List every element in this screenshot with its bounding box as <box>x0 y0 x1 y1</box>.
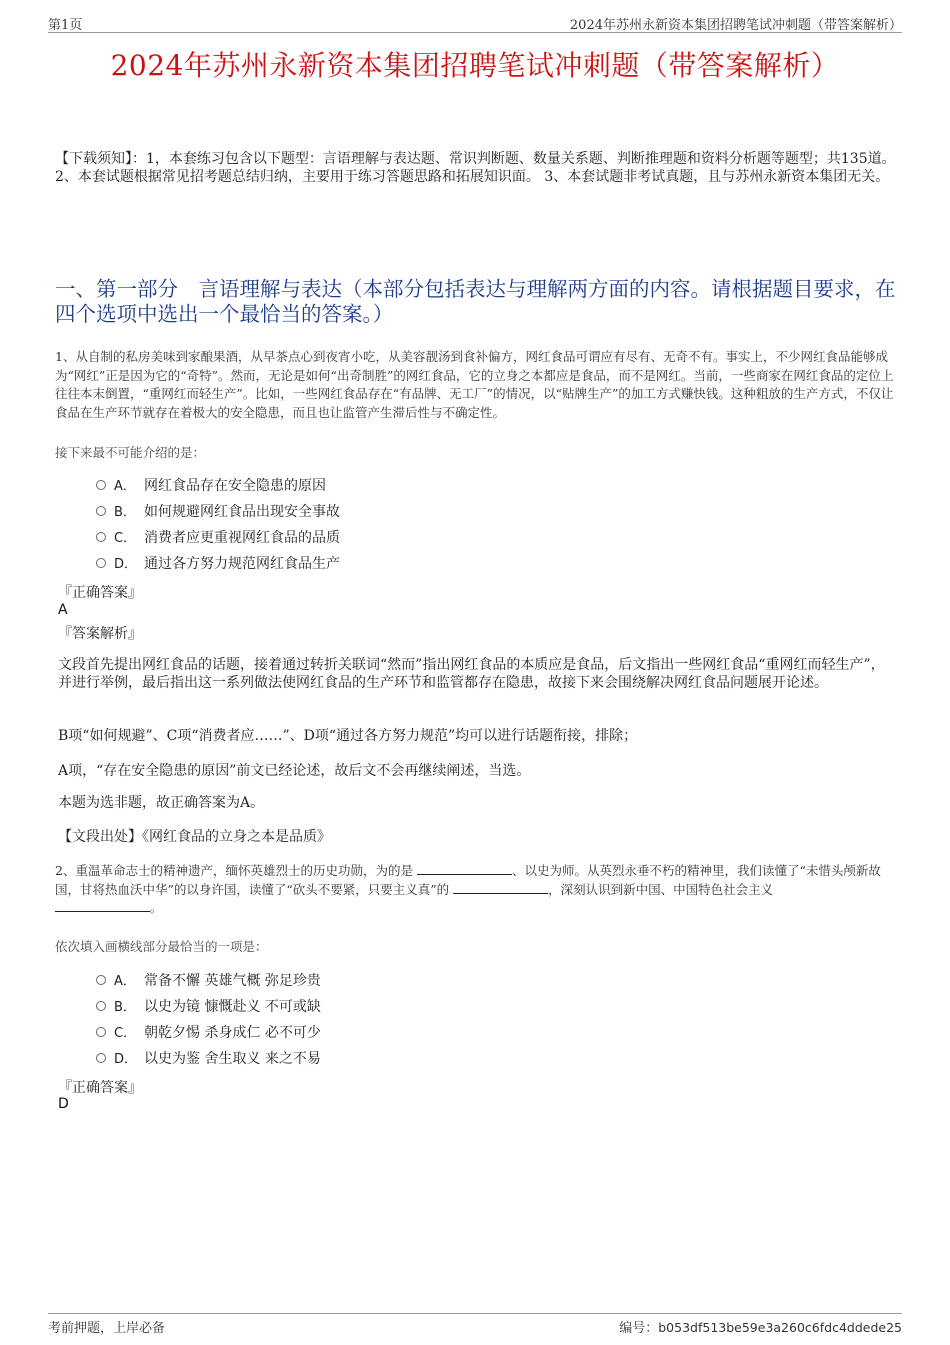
radio-icon[interactable] <box>96 975 106 985</box>
footer-slogan: 考前押题，上岸必备 <box>48 1321 166 1336</box>
option-b[interactable]: B． 如何规避网红食品出现安全事故 <box>96 499 340 525</box>
question-2-stem: 2、重温革命志士的精神遗产，缅怀英雄烈士的历史功勋，为的是 、以史为师。从英烈永垂不朽的精神里，我们读懂了“未惜头颅新故国，甘将热血沃中华”的以身许国，读懂了“砍头不要紧，只要主义真”的 ，深刻认识到新中国、中国特色社会主义 。 <box>55 863 881 915</box>
question-2-options <box>96 968 321 1072</box>
option-c[interactable]: C． 消费者应更重视网红食品的品质 <box>96 525 340 551</box>
option-a[interactable]: A． 网红食品存在安全隐患的原因 <box>96 473 340 499</box>
fill-blank <box>417 862 512 875</box>
analysis-label: 『答案解析』 <box>58 626 142 642</box>
document-code: 编号：b053df513be59e3a260c6fdc4ddede25 <box>619 1320 902 1336</box>
section-heading: 一、第一部分 言语理解与表达（本部分包括表达与理解两方面的内容。请根据题目要求，在四个选项中选出一个最恰当的答案。） <box>55 277 896 326</box>
option-c[interactable]: C． 朝乾夕惕 杀身成仁 必不可少 <box>96 1020 321 1046</box>
question-1-options <box>96 473 340 577</box>
radio-icon[interactable] <box>96 532 106 542</box>
answer-label: 『正确答案』 <box>58 1080 142 1096</box>
fill-blank <box>453 881 548 894</box>
analysis-paragraph: 本题为选非题，故正确答案为A。 <box>58 795 265 811</box>
header-doc-title: 2024年苏州永新资本集团招聘笔试冲刺题（带答案解析） <box>569 18 902 33</box>
page-footer <box>48 1313 902 1336</box>
option-a[interactable]: A． 常备不懈 英雄气概 弥足珍贵 <box>96 968 321 994</box>
radio-icon[interactable] <box>96 558 106 568</box>
radio-icon[interactable] <box>96 1001 106 1011</box>
option-b[interactable]: B． 以史为镜 慷慨赴义 不可或缺 <box>96 994 321 1020</box>
download-notice: 【下载须知】：1，本套练习包含以下题型：言语理解与表达题、常识判断题、数量关系题、判断推理题和资料分析题等题型；共135道。 2、本套试题根据常见招考题总结归纳，主要用于练习答题思路和拓展知识面。 3、本套试题非考试真题，且与苏州永新资本集团无关。 <box>55 151 896 185</box>
analysis-source: 【文段出处】《网红食品的立身之本是品质》 <box>58 829 331 845</box>
correct-answer: A <box>58 602 68 618</box>
radio-icon[interactable] <box>96 1053 106 1063</box>
analysis-paragraph: B项“如何规避”、C项“消费者应……”、D项“通过各方努力规范”均可以进行话题衔接，排除； <box>58 728 638 744</box>
answer-label: 『正确答案』 <box>58 585 142 601</box>
page-number: 第1页 <box>48 18 83 33</box>
radio-icon[interactable] <box>96 506 106 516</box>
radio-icon[interactable] <box>96 480 106 490</box>
question-2-prompt: 依次填入画横线部分最恰当的一项是： <box>55 939 268 954</box>
analysis-paragraph: A项，“存在安全隐患的原因”前文已经论述，故后文不会再继续阐述，当选。 <box>58 763 531 779</box>
question-1-prompt: 接下来最不可能介绍的是： <box>55 445 206 460</box>
option-d[interactable]: D． 通过各方努力规范网红食品生产 <box>96 551 340 577</box>
analysis-paragraph: 文段首先提出网红食品的话题，接着通过转折关联词“然而”指出网红食品的本质应是食品，后文指出一些网红食品“重网红而轻生产”，并进行举例，最后指出这一系列做法使网红食品的生产环节和监管都存在隐患，故接下来会围绕解决网红食品问题展开论述。 <box>58 657 885 691</box>
option-d[interactable]: D． 以史为鉴 舍生取义 来之不易 <box>96 1046 321 1072</box>
question-1-stem: 1、从自制的私房美味到家酿果酒，从早茶点心到夜宵小吃，从美容靓汤到食补偏方，网红食品可谓应有尽有、无奇不有。事实上，不少网红食品能够成为“网红”正是因为它的“奇特”。然而，无论是如何“出奇制胜”的网红食品，它的立身之本都应是食品，而不是网红。当前，一些商家在网红食品的定位上往往本末倒置，“重网红而轻生产”。比如，一些网红食品存在“有品牌、无工厂”的情况，以“贴牌生产”的加工方式赚快钱。这种粗放的生产方式，不仅让食品在生产环节就存在着极大的安全隐患，而且也让监管产生滞后性与不确定性。 <box>55 349 894 420</box>
page-header <box>48 14 902 33</box>
correct-answer: D <box>58 1096 69 1112</box>
document-title: 2024年苏州永新资本集团招聘笔试冲刺题（带答案解析） <box>110 49 840 82</box>
fill-blank <box>55 899 150 912</box>
radio-icon[interactable] <box>96 1027 106 1037</box>
